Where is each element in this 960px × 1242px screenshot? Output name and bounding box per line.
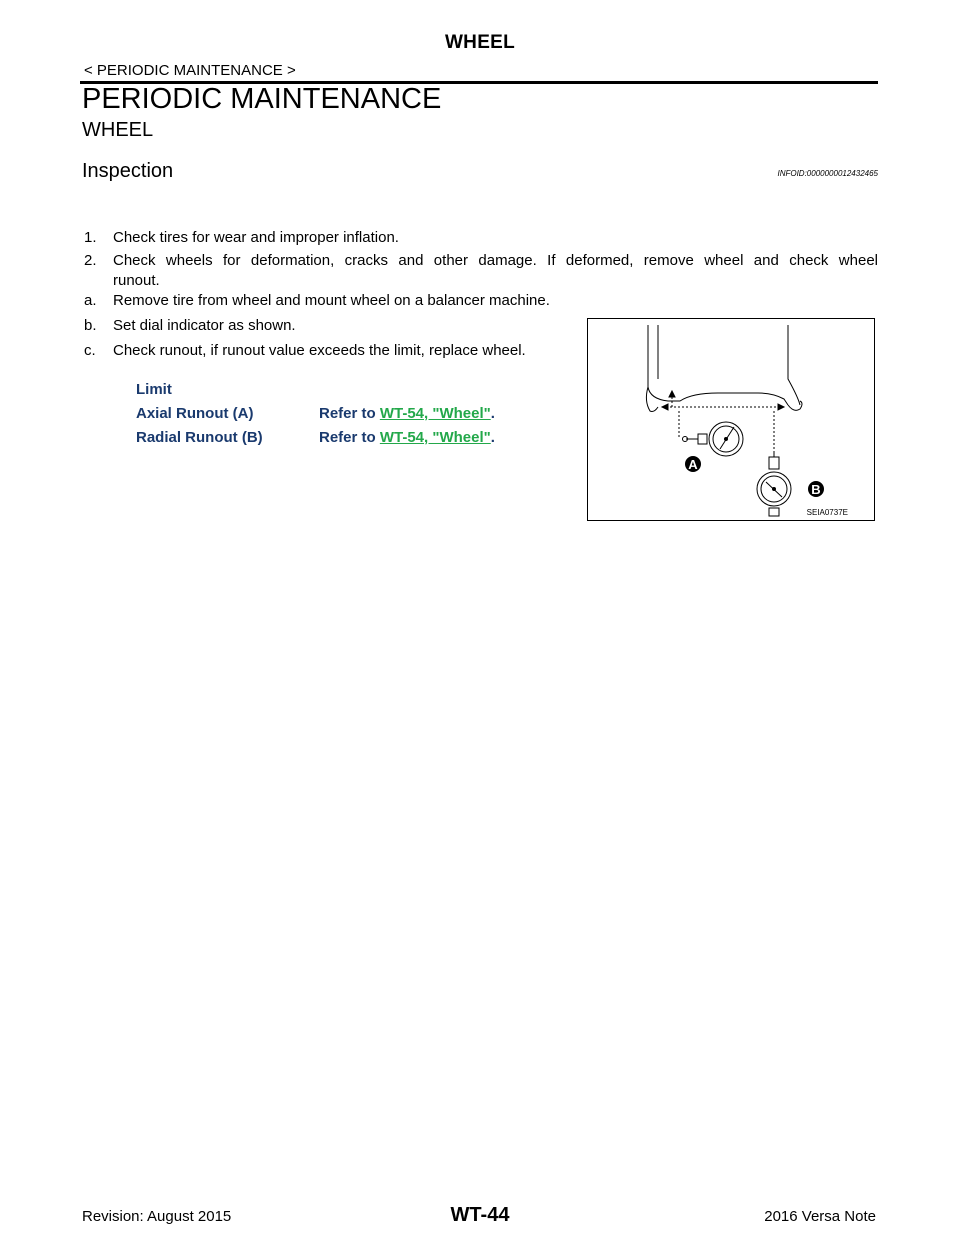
step-number: b. bbox=[84, 317, 97, 334]
wt-54-wheel-link[interactable]: WT-54, "Wheel" bbox=[379, 429, 491, 446]
spec-label-axial: Axial Runout (A) bbox=[136, 405, 254, 422]
figure-label-a: A bbox=[688, 457, 698, 472]
step-number: c. bbox=[84, 342, 96, 359]
step-number: a. bbox=[84, 292, 97, 309]
header-title: WHEEL bbox=[444, 32, 516, 53]
spec-value-radial: Refer to WT-54, "Wheel". bbox=[319, 429, 495, 446]
wheel-runout-figure bbox=[587, 318, 875, 521]
figure-code: SEIA0737E bbox=[806, 508, 848, 517]
spec-label-radial: Radial Runout (B) bbox=[136, 429, 263, 446]
figure-label-b: B bbox=[811, 482, 821, 497]
step-number: 2. bbox=[84, 252, 97, 269]
wt-54-wheel-link[interactable]: WT-54, "Wheel" bbox=[379, 405, 491, 422]
section-title: PERIODIC MAINTENANCE bbox=[82, 83, 442, 115]
step-text: Remove tire from wheel and mount wheel on a balancer machine. bbox=[113, 292, 550, 309]
step-a bbox=[84, 291, 550, 311]
step-text: Set dial indicator as shown. bbox=[113, 317, 296, 334]
step-text: Check tires for wear and improper inflation. bbox=[113, 229, 399, 246]
info-id: INFOID:0000000012432465 bbox=[777, 169, 878, 178]
step-text: Check wheels for deformation, cracks and other damage. If deformed, remove wheel and check wheel bbox=[113, 252, 878, 269]
breadcrumb: < PERIODIC MAINTENANCE > bbox=[84, 62, 296, 79]
step-c bbox=[84, 341, 526, 361]
step-text: Check runout, if runout value exceeds the limit, replace wheel. bbox=[113, 342, 526, 359]
footer-model: 2016 Versa Note bbox=[764, 1208, 876, 1225]
spec-value-axial: Refer to WT-54, "Wheel". bbox=[319, 405, 495, 422]
spec-heading: Limit bbox=[136, 381, 172, 398]
footer-revision: Revision: August 2015 bbox=[82, 1208, 232, 1225]
subsection-title: WHEEL bbox=[82, 119, 154, 141]
step-b bbox=[84, 316, 296, 336]
step-1 bbox=[84, 228, 399, 248]
step-text-continued: runout. bbox=[113, 272, 160, 289]
footer-page-number: WT-44 bbox=[450, 1204, 510, 1226]
step-2 bbox=[84, 251, 878, 291]
topic-title: Inspection bbox=[82, 160, 174, 182]
wheel-runout-illustration bbox=[588, 319, 873, 519]
step-number: 1. bbox=[84, 229, 97, 246]
